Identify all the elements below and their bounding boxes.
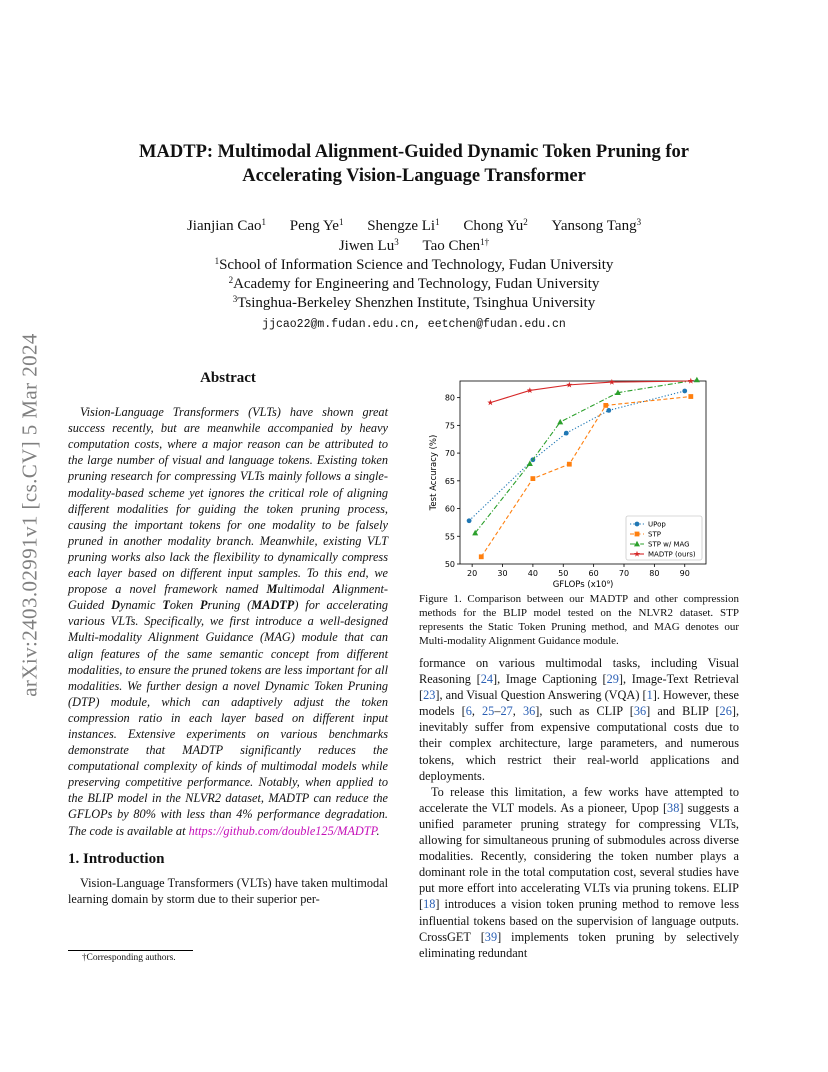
data-point bbox=[694, 377, 700, 383]
data-point bbox=[606, 408, 611, 413]
series-3 bbox=[487, 378, 694, 405]
y-tick-label: 80 bbox=[444, 393, 455, 403]
data-point bbox=[527, 387, 533, 393]
intro-text-left: Vision-Language Transformers (VLTs) have taken multimodal learning domain by storm due to their superior per- bbox=[68, 875, 388, 906]
x-tick-label: 50 bbox=[558, 569, 569, 578]
data-point bbox=[479, 554, 484, 559]
affiliation-2: $^2$Academy for Engineering and Technology, Fudan University bbox=[228, 275, 600, 292]
data-point bbox=[688, 394, 693, 399]
y-tick-label: 75 bbox=[444, 421, 455, 431]
authors-line2 bbox=[60, 238, 768, 255]
data-point bbox=[688, 378, 694, 384]
y-tick-label: 60 bbox=[444, 504, 455, 514]
y-tick-label: 50 bbox=[444, 560, 455, 569]
series-line bbox=[475, 380, 697, 533]
data-point bbox=[682, 389, 687, 394]
data-point bbox=[566, 382, 572, 388]
legend-entry: STP w/ MAG bbox=[648, 540, 690, 549]
intro-heading: 1. Introduction bbox=[68, 850, 165, 867]
legend bbox=[626, 516, 702, 560]
author: Yansong Tang$^3$ bbox=[551, 217, 642, 234]
y-tick-label: 65 bbox=[444, 476, 455, 486]
figure-1-caption: Figure 1. Comparison between our MADTP and other compression methods for the BLIP model tested on the NLVR2 dataset. STP represents the Static Token Pruning method, and MAG denotes our Multi-modality Alignment Guidance module. bbox=[419, 593, 739, 647]
abstract-heading: Abstract bbox=[200, 370, 256, 386]
affiliation-1: $^1$School of Information Science and Technology, Fudan University bbox=[214, 256, 614, 273]
author: Jiwen Lu$^3$ bbox=[338, 237, 399, 254]
legend-entry: STP bbox=[648, 530, 661, 539]
paper-title-line1: MADTP: Multimodal Alignment-Guided Dynamic Token Pruning for bbox=[139, 142, 689, 162]
author: Shengze Li$^1$ bbox=[367, 217, 440, 234]
y-tick-label: 55 bbox=[444, 532, 455, 542]
x-axis-label: GFLOPs (x10⁹) bbox=[552, 580, 614, 590]
x-tick-label: 20 bbox=[467, 569, 478, 578]
x-tick-label: 60 bbox=[588, 569, 599, 578]
intro-text-right-1: formance on various multimodal tasks, including Visual Reasoning [24], Image Captioning [29], Image-Text Retrieval [23], and Visual Question Answering (VQA) [1]. However, these models [6, 25–27, 36], such as CLIP [36] and BLIP [26], inevitably suffer from expensive computational costs due to their complex architecture, large parameters, and numerous tokens, which restrict their real-world applications and deployments. bbox=[419, 656, 740, 783]
data-point bbox=[487, 399, 493, 405]
author: Chong Yu$^2$ bbox=[463, 217, 528, 234]
data-point bbox=[557, 419, 563, 425]
authors-line1 bbox=[60, 218, 768, 235]
data-point bbox=[603, 403, 608, 408]
legend-marker bbox=[635, 532, 640, 537]
legend-entry: UPop bbox=[648, 520, 666, 529]
x-tick-label: 80 bbox=[649, 569, 660, 578]
paper-title-line2: Accelerating Vision-Language Transformer bbox=[242, 166, 586, 186]
x-tick-label: 70 bbox=[618, 569, 630, 578]
author: Peng Ye$^1$ bbox=[289, 217, 344, 234]
x-tick-label: 30 bbox=[497, 569, 508, 578]
data-point bbox=[530, 476, 535, 481]
series-0 bbox=[467, 389, 687, 524]
figure-1-chart bbox=[424, 374, 724, 594]
intro-text-right-2: To release this limitation, a few works have attempted to accelerate the VLT models. As a pioneer, Upop [38] suggests a unified parameter pruning strategy for compressing VLTs, allowing for simultaneous pruning of submodules across diverse modalities. Recently, considering the token number plays a dominant role in the total computation cost, several studies have put more effort into accelerating VLTs via pruning tokens. ELIP [18] introduces a vision token pruning method to remove less influential tokens based on the supervision of language outputs. CrossGET [39] implements token pruning by selectively eliminating redundant bbox=[419, 784, 739, 960]
data-point bbox=[467, 518, 472, 523]
author: Jianjian Cao$^1$ bbox=[186, 217, 267, 234]
legend-entry: MADTP (ours) bbox=[648, 550, 696, 559]
series-2 bbox=[472, 377, 700, 536]
arxiv-stamp-text: arXiv:2403.02991v1 [cs.CV] 5 Mar 2024 bbox=[17, 333, 42, 697]
x-tick-label: 40 bbox=[527, 569, 538, 578]
code-link[interactable]: https://github.com/double125/MADTP bbox=[188, 823, 377, 838]
legend-marker bbox=[635, 522, 640, 527]
data-point bbox=[609, 379, 615, 385]
y-axis-label: Test Accuracy (%) bbox=[429, 434, 439, 511]
left-column bbox=[68, 370, 388, 907]
data-point bbox=[564, 431, 569, 436]
data-point bbox=[567, 462, 572, 467]
arxiv-stamp bbox=[10, 290, 50, 740]
footnote-rule bbox=[68, 950, 193, 951]
author-emails: jjcao22@m.fudan.edu.cn, eetchen@fudan.edu.cn bbox=[262, 318, 566, 331]
footnote: †Corresponding authors. bbox=[82, 952, 176, 963]
right-column bbox=[419, 655, 739, 961]
series-line bbox=[469, 391, 685, 521]
y-tick-label: 70 bbox=[444, 449, 455, 459]
affiliation-3: $^3$Tsinghua-Berkeley Shenzhen Institute, Tsinghua University bbox=[232, 294, 596, 311]
author: Tao Chen$^{1\dagger}$ bbox=[422, 237, 490, 254]
x-tick-label: 90 bbox=[679, 569, 690, 578]
abstract-text: Vision-Language Transformers (VLTs) have shown great success recently, but are meanwhile accompanied by heavy computation costs, where a major reason can be attributed to the large number of visual and language tokens. Existing token pruning research for compressing VLTs mainly follows a single-modality-based scheme yet ignores the critical role of aligning different modalities for guiding the token pruning process, causing the important tokens for one modality to be falsely pruned in another modality branch. Meanwhile, existing VLT pruning works also lack the flexibility to dynamically compress each layer based on different input samples. To this end, we propose a novel framework named Multimodal Alignment-Guided Dynamic Token Pruning (MADTP) for accelerating various VLTs. Specifically, we first introduce a well-designed Multi-modality Alignment Guidance (MAG) module that can align features of the same semantic concept from different modalities, to ensure the pruned tokens are less important for all modalities. We further design a novel Dynamic Token Pruning (DTP) module, which can adaptively adjust the token compression ratio in each layer based on different input instances. Extensive experiments on various benchmarks demonstrate that MADTP significantly reduces the computational complexity of kinds of multimodal models while preserving competitive performance. Notably, when applied to the BLIP model in the NLVR2 dataset, MADTP can reduce the GFLOPs by 80% with less than 4% performance degradation. The code is available at https://github.com/double125/MADTP. bbox=[68, 405, 388, 838]
